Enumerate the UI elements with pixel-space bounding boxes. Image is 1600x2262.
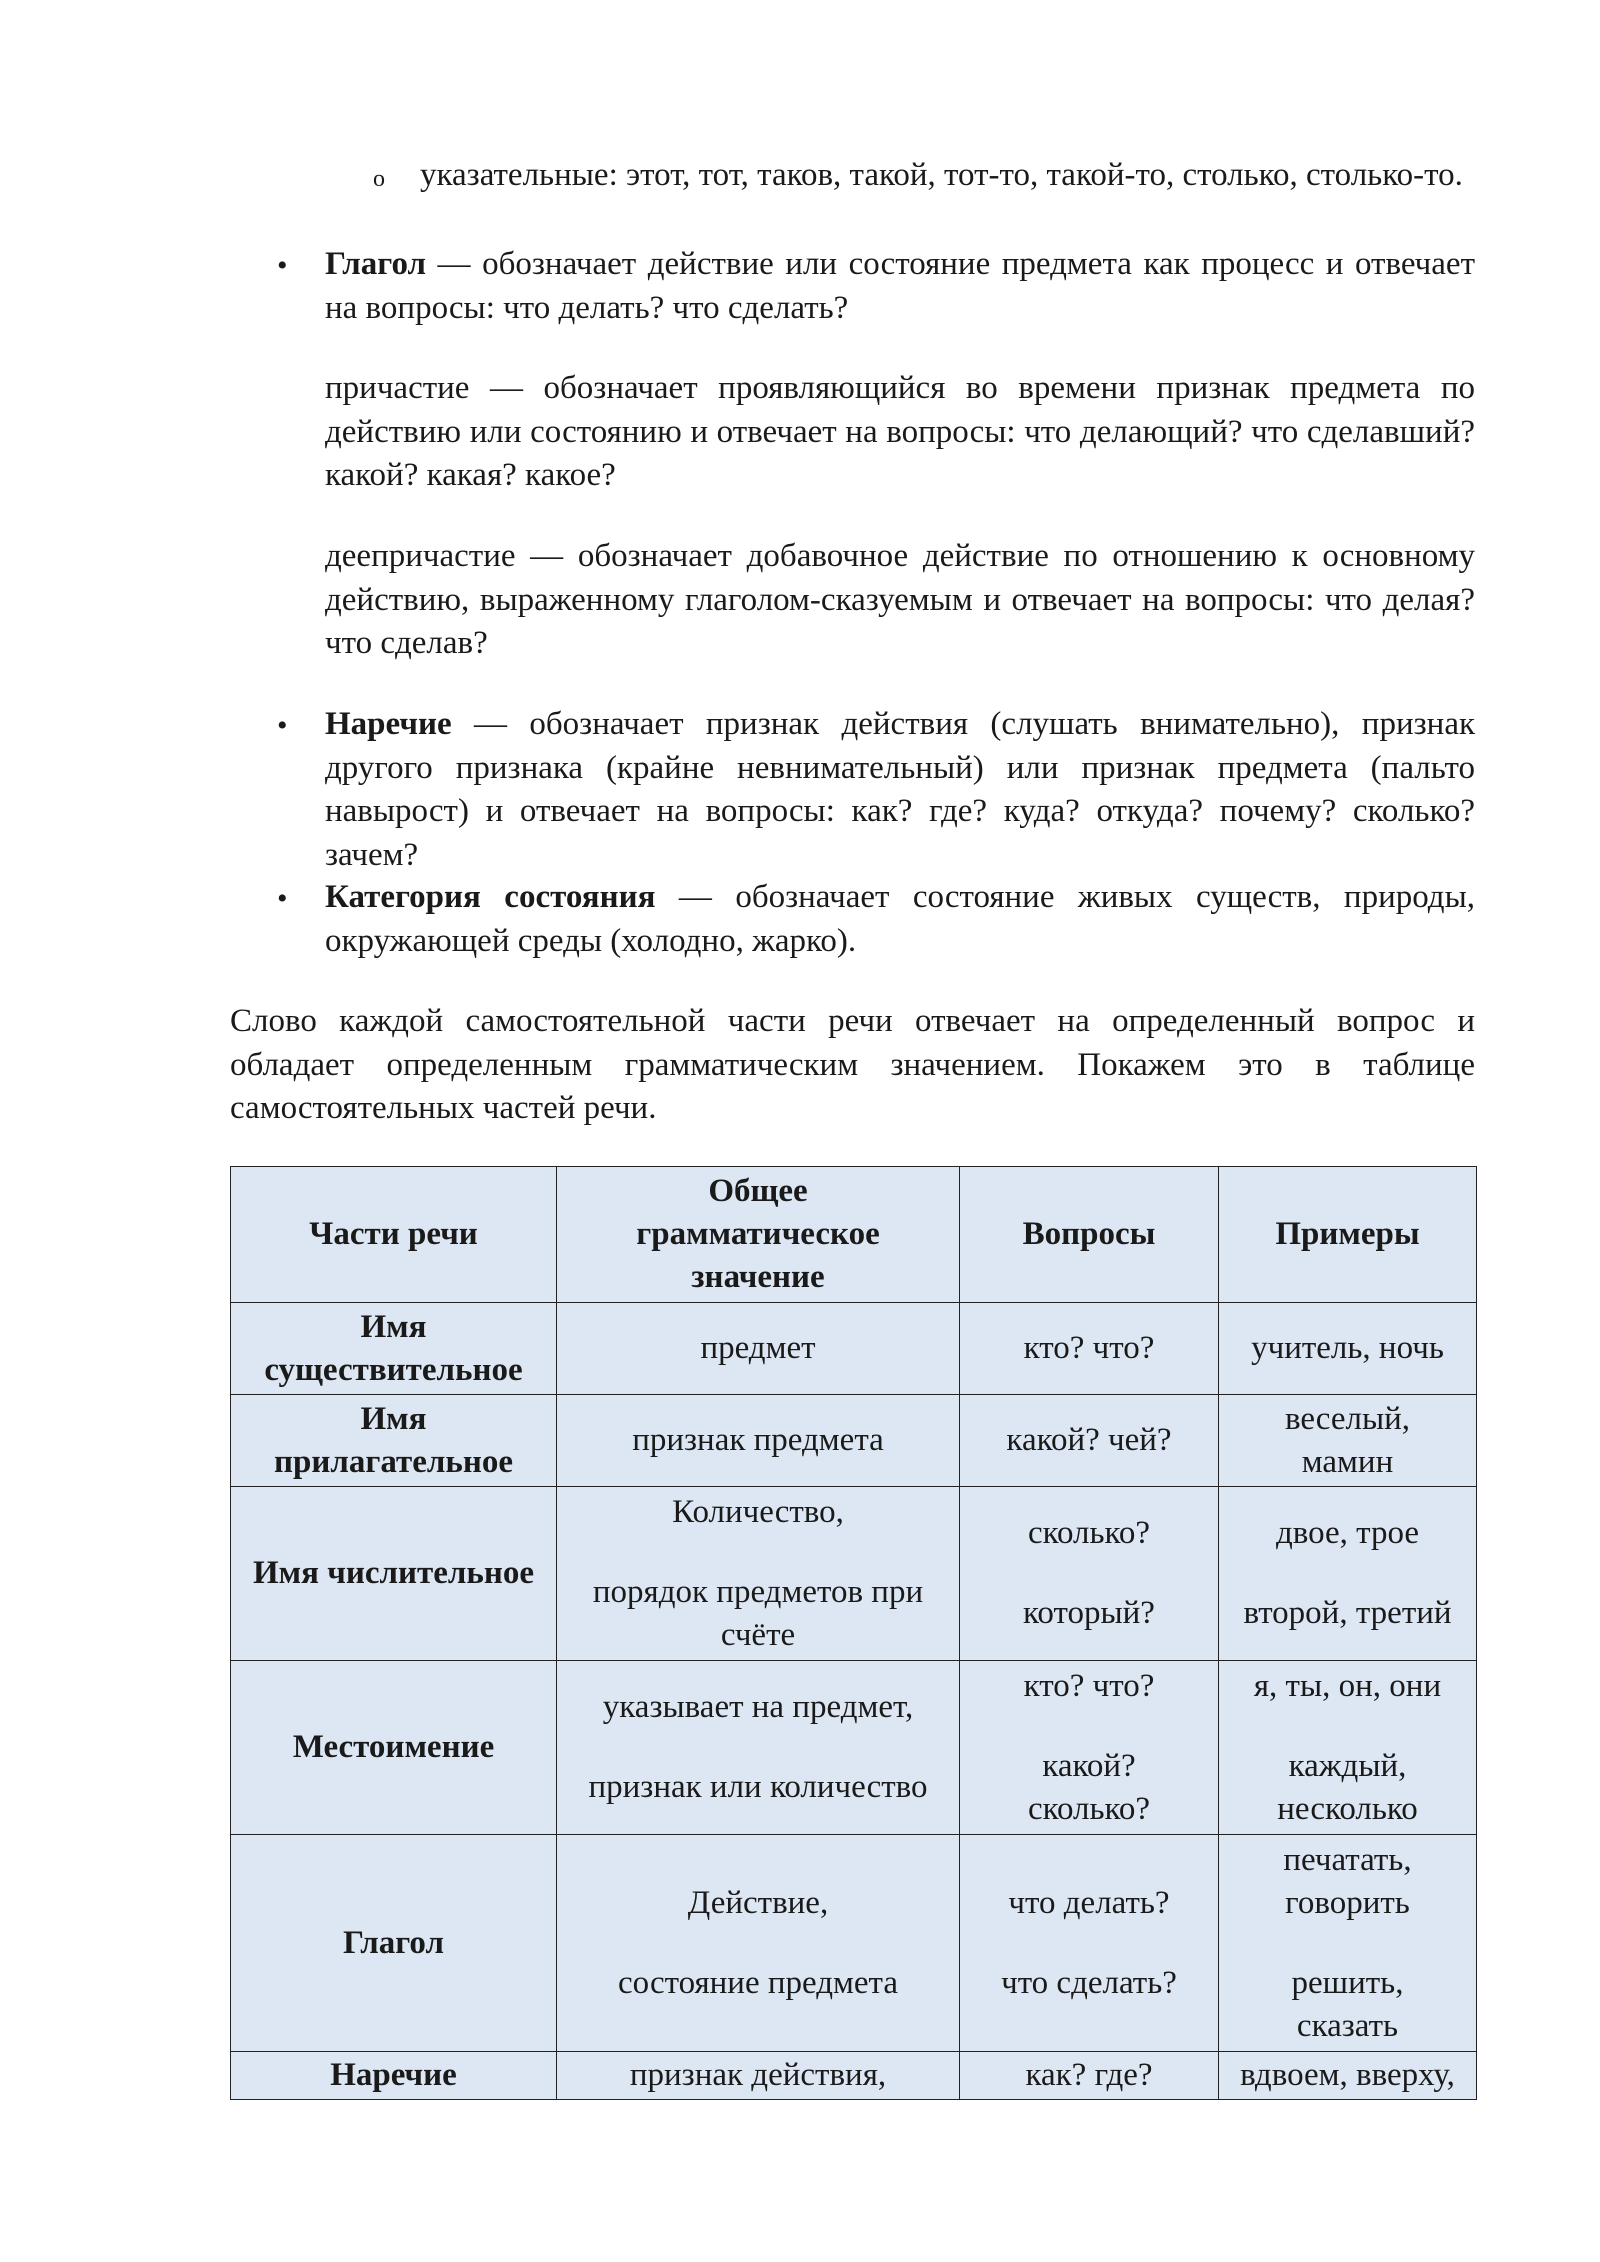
table-row — [231, 1395, 1477, 1487]
examples-text: каждый, несколько — [1277, 1747, 1418, 1827]
verb-definition: — обозначает действие или состояние предмета как процесс и отвечает на вопросы: что делать? что сделать? — [325, 246, 1475, 326]
list-item-adverb — [325, 703, 1475, 877]
parts-of-speech-table — [230, 1166, 1477, 2100]
meaning-cell — [557, 2052, 960, 2100]
bullet-icon: • — [277, 709, 288, 742]
questions-cell — [960, 1661, 1219, 1835]
header-cell: Примеры — [1219, 1167, 1477, 1303]
examples-cell — [1219, 1487, 1477, 1661]
meaning-text: Количество, — [672, 1493, 844, 1530]
examples-cell — [1219, 1395, 1477, 1487]
examples-text: я, ты, он, они — [1253, 1667, 1442, 1704]
intro-paragraph: Слово каждой самостоятельной части речи отвечает на определенный вопрос и обладает определенным грамматическим значением. Покажем это в таблице самостоятельных частей речи. — [230, 1003, 1475, 1126]
examples-text: веселый, мамин — [1284, 1400, 1411, 1480]
questions-cell — [960, 1303, 1219, 1395]
examples-text: учитель, ночь — [1251, 1330, 1444, 1366]
meaning-cell — [557, 1303, 960, 1395]
meaning-text: состояние предмета — [617, 1964, 899, 2001]
meaning-text: указывает на предмет, — [602, 1689, 914, 1725]
adverb-definition: — обозначает признак действия (слушать внимательно), признак другого признака (крайне невнимательный) или признак предмета (пальто навырост) и отвечает на вопросы: как? где? куда? откуда? почему? сколько? зачем? — [325, 706, 1475, 873]
questions-cell — [960, 1835, 1219, 2052]
state-category-definition: — обозначает состояние живых существ, природы, окружающей среды (холодно, жарко). — [325, 879, 1476, 959]
questions-cell — [960, 1487, 1219, 1661]
pronoun-sub-item: указательные: этот, тот, таков, такой, тот-то, такой-то, столько, столько-то. — [420, 157, 1463, 193]
questions-text: что сделать? — [1001, 1964, 1177, 2001]
meaning-text: признак предмета — [632, 1422, 884, 1458]
examples-text: печатать, говорить — [1283, 1841, 1412, 1921]
table-row — [231, 1661, 1477, 1835]
term-state-category: Категория состояния — [325, 879, 656, 915]
list-item-verb — [325, 243, 1475, 330]
examples-cell — [1219, 1303, 1477, 1395]
examples-cell — [1219, 2052, 1477, 2100]
meaning-text: предмет — [700, 1330, 816, 1366]
term-adverb: Наречие — [325, 706, 452, 742]
questions-text: как? где? — [1025, 2057, 1153, 2093]
examples-text: решить, сказать — [1291, 1964, 1404, 2044]
header-cell: Части речи — [231, 1167, 557, 1303]
questions-text: какой? чей? — [1006, 1422, 1172, 1458]
questions-text: какой? сколько? — [1027, 1747, 1151, 1827]
examples-cell — [1219, 1661, 1477, 1835]
questions-text: сколько? — [1027, 1515, 1151, 1551]
questions-cell — [960, 1395, 1219, 1487]
pos-cell: Имя прилагательное — [231, 1395, 557, 1487]
list-item-state-category — [325, 876, 1475, 963]
header-cell: Общее грамматическое значение — [557, 1167, 960, 1303]
term-verb: Глагол — [325, 246, 427, 282]
pos-cell: Имя числительное — [231, 1487, 557, 1661]
pos-cell: Местоимение — [231, 1661, 557, 1835]
meaning-cell — [557, 1835, 960, 2052]
examples-text: вдвоем, вверху, — [1240, 2057, 1455, 2093]
meaning-cell — [557, 1661, 960, 1835]
circle-bullet-icon: o — [373, 166, 385, 192]
table-row — [231, 1835, 1477, 2052]
examples-cell — [1219, 1835, 1477, 2052]
pos-cell: Глагол — [231, 1835, 557, 2052]
questions-text: что делать? — [1008, 1884, 1170, 1921]
meaning-text: порядок предметов при счёте — [592, 1573, 924, 1653]
table-row — [231, 1487, 1477, 1661]
examples-text: второй, третий — [1243, 1595, 1452, 1631]
table-header-row — [231, 1167, 1477, 1303]
questions-cell — [960, 2052, 1219, 2100]
bullet-icon: • — [277, 249, 288, 282]
questions-text: который? — [1023, 1595, 1155, 1631]
bullet-icon: • — [277, 882, 288, 915]
meaning-text: признак действия, — [629, 2057, 887, 2093]
meaning-cell — [557, 1395, 960, 1487]
meaning-cell — [557, 1487, 960, 1661]
pos-cell: Имя существительное — [231, 1303, 557, 1395]
examples-text: двое, трое — [1275, 1515, 1420, 1551]
participle-paragraph: причастие — обозначает проявляющийся во времени признак предмета по действию или состоянию и отвечает на вопросы: что делающий? что сделавший? какой? какая? какое? — [325, 370, 1475, 493]
meaning-text: Действие, — [687, 1884, 829, 1921]
pos-cell: Наречие — [231, 2052, 557, 2100]
meaning-text: признак или количество — [588, 1769, 928, 1805]
gerund-paragraph: деепричастие — обозначает добавочное действие по отношению к основному действию, выраженному глаголом-сказуемым и отвечает на вопросы: что делая? что сделав? — [325, 538, 1475, 661]
table-row — [231, 2052, 1477, 2100]
questions-text: кто? что? — [1023, 1667, 1155, 1704]
header-cell: Вопросы — [960, 1167, 1219, 1303]
questions-text: кто? что? — [1023, 1330, 1155, 1366]
table-row — [231, 1303, 1477, 1395]
